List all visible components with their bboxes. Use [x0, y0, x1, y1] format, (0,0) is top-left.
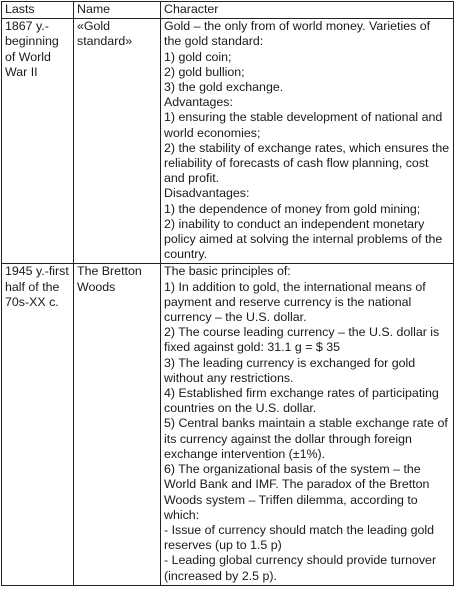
- row-1-character-line: 1) the dependence of money from gold mining;: [164, 201, 421, 216]
- table-header-row: [2, 2, 454, 19]
- row-2-character-line: The basic principles of:: [164, 264, 291, 279]
- row-2-character-line: 2) The course leading currency – the U.S. dollar is fixed against gold: 31.1 g = $ 35: [164, 325, 440, 355]
- row-1-character-line: 2) inability to conduct an independent monetary policy aimed at solving the internal problems of the country.: [164, 216, 443, 262]
- row-2-character: [161, 264, 454, 585]
- row-2-character-line: 3) The leading currency is exchanged for gold without any restrictions.: [164, 355, 416, 385]
- monetary-systems-table: [1, 1, 454, 586]
- header-name: Name: [74, 2, 161, 19]
- row-1-lasts: 1867 y.-beginning of World War II: [2, 19, 74, 264]
- row-1-character-line: 2) the stability of exchange rates, which ensures the reliability of forecasts of cash flow planning, cost and profit.: [164, 140, 450, 186]
- row-1-character-line: 1) ensuring the stable development of national and world economies;: [164, 110, 443, 140]
- row-1-character-line: 2) gold bullion;: [164, 64, 245, 79]
- row-2-character-line: 6) The organizational basis of the system – the World Bank and IMF. The paradox of the Bretton Woods system – Triffen dilemma, according to which:: [164, 462, 430, 522]
- row-1-name: «Gold standard»: [74, 19, 161, 264]
- header-character: Character: [161, 2, 454, 19]
- row-1-character-line: Gold – the only from of world money. Varieties of the gold standard:: [164, 19, 431, 49]
- table-row: [2, 19, 454, 264]
- row-2-character-line: 4) Established firm exchange rates of participating countries on the U.S. dollar.: [164, 386, 439, 416]
- row-2-character-line: - Issue of currency should match the leading gold reserves (up to 1.5 p): [164, 522, 434, 553]
- row-2-character-line: 5) Central banks maintain a stable exchange rate of its currency against the dollar through foreign exchange intervention (±1%).: [164, 416, 448, 461]
- row-1-character-line: 3) the gold exchange.: [164, 80, 284, 95]
- table-row: [2, 264, 454, 585]
- row-2-character-line: - Leading global currency should provide turnover (increased by 2.5 p).: [164, 553, 437, 583]
- row-1-character-line: Disadvantages:: [164, 186, 250, 201]
- header-lasts: Lasts: [2, 2, 74, 19]
- row-2-lasts: 1945 y.-first half of the 70s-XX c.: [2, 264, 74, 585]
- row-1-character-line: Advantages:: [164, 95, 233, 110]
- row-1-character: [161, 19, 454, 264]
- row-2-character-line: 1) In addition to gold, the international means of payment and reserve currency is the national currency – the U.S. dollar.: [164, 279, 426, 325]
- row-2-name: The Bretton Woods: [74, 264, 161, 585]
- row-1-character-line: 1) gold coin;: [164, 49, 232, 64]
